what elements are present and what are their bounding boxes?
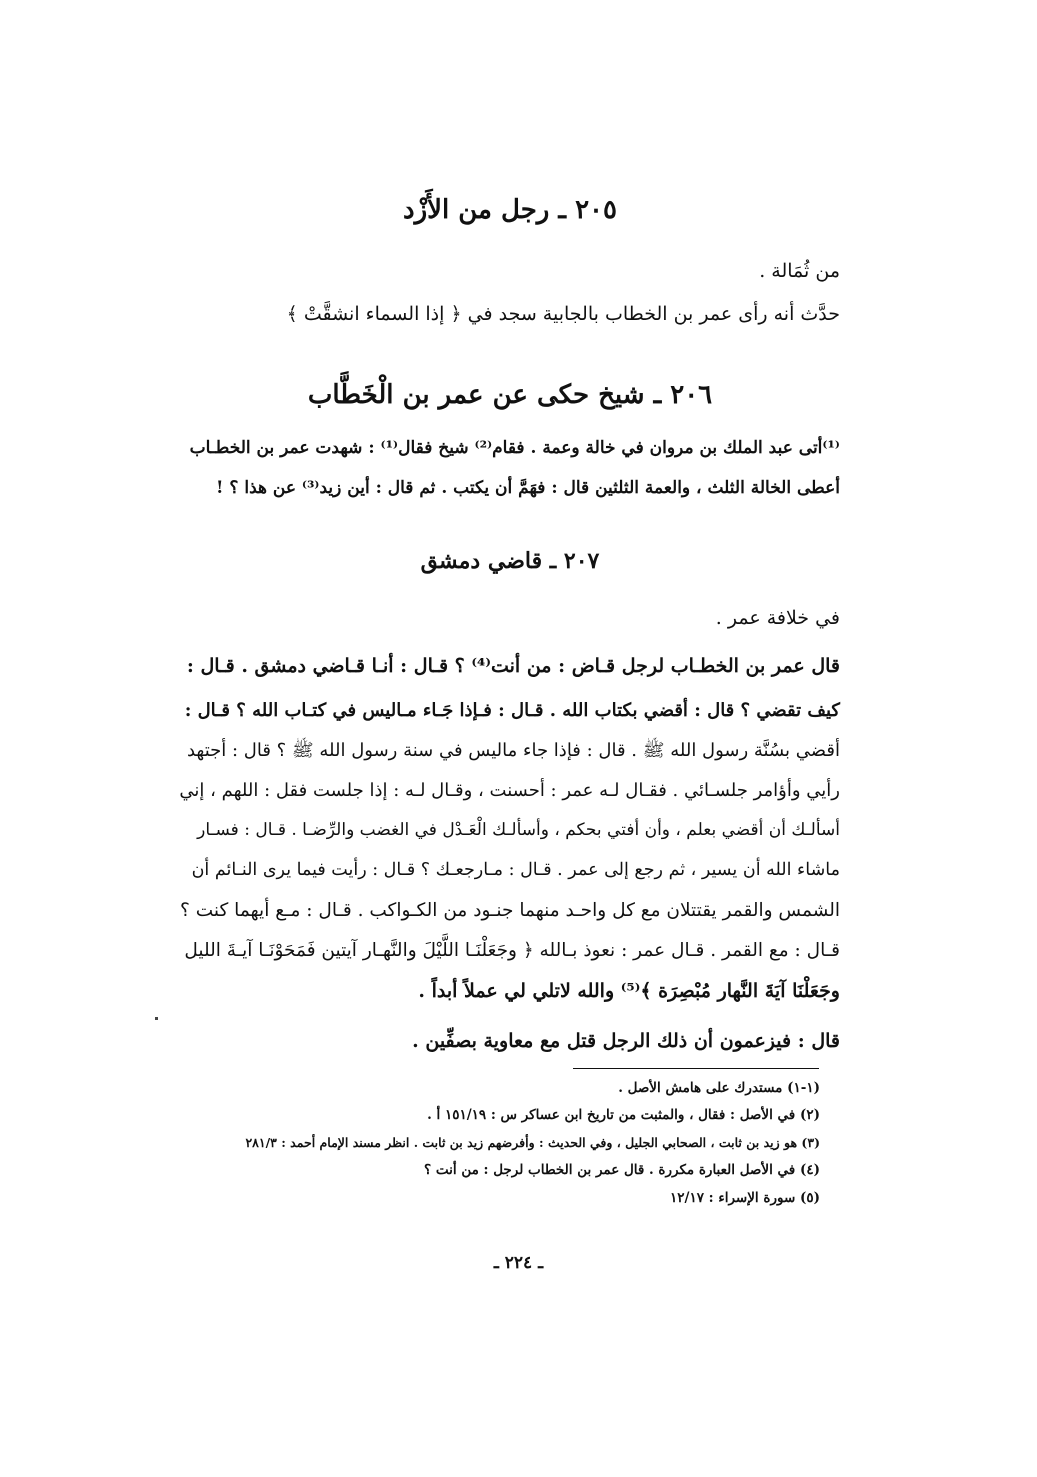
section-heading-206: ٢٠٦ ـ شيخ حكى عن عمر بن الْخَطَّاب [307,380,713,410]
section-207-line-5: رأيي وأؤامر جلسـائي . فقـال لـه عمر : أحسنت ، وقـال لـه : إذا جلست فقل : اللهم ، إني [179,780,840,801]
section-207-line-2: قال عمر بن الخطـاب لرجل قـاض : من أنت⁽⁴⁾ ؟ قـال : أنـا قـاضي دمشق . قـال : [186,655,840,677]
section-207-line-11: قال : فيزعمون أن ذلك الرجل قتل مع معاوية بصفِّين . [412,1030,840,1052]
section-207-line-8: الشمس والقمر يقتتلان مع كل واحـد منهما جنـود من الكـواكب . قـال : مـع أيهما كنت ؟ [180,900,840,921]
section-207-line-1: في خلافة عمر . [715,607,840,629]
section-207-line-4: أقضي بسُنَّة رسول الله ﷺ . قال : فإذا جاء ماليس في سنة رسول الله ﷺ ؟ قال : أجتهد [186,740,840,761]
section-heading-207: ٢٠٧ ـ قاضي دمشق [420,548,600,574]
section-207-line-10: وجَعَلْنَا آيَةَ النَّهار مُبْصِرَة ﴾⁽⁵⁾ والله لاتلي لي عملاً أبداً . [418,980,840,1002]
section-205-line-1: من ثُمَالة . [759,260,840,282]
page-number: ـ ٢٢٤ ـ [493,1253,544,1273]
section-207-line-6: أسألـك أن أقضي بعلم ، وأن أفتي بحكم ، وأسألـك الْعَـدْل في الغضب والرِّضـا . قـال : فسـار [197,820,840,840]
section-207-line-7: ماشاء الله أن يسير ، ثم رجع إلى عمر . قـال : مـارجعـك ؟ قـال : رأيت فيما يرى النـائم أن [191,860,840,880]
footnote-4: (٤) في الأصل العبارة مكررة . قال عمر بن الخطاب لرجل : من أنت ؟ [423,1162,820,1178]
section-heading-205: ٢٠٥ ـ رجل من الأَزْد [403,195,617,225]
section-206-line-2: أعطى الخالة الثلث ، والعمة الثلثين قال : فهَمَّ أن يكتب . ثم قال : أين زيد⁽³⁾ عن هذا ؟ ! [216,478,840,498]
section-205-line-2: حدَّث أنه رأى عمر بن الخطاب بالجابية سجد في ﴿ إذا السماء انشقَّتْ ﴾ [286,303,840,325]
section-207-line-3: كيف تقضي ؟ قال : أقضي بكتاب الله . قـال : فـإذا جَـاء مـاليس في كتـاب الله ؟ قـال : [184,700,840,721]
section-207-line-9: قـال : مع القمر . قـال عمر : نعوذ بـالله ﴿ وجَعَلْنَـا اللَّيْلَ والنَّهـار آيتين فَمَحَوْنَـا آيـةَ الليل [184,940,840,961]
footnote-5: (٥) سورة الإسراء : ١٢/١٧ [670,1190,820,1206]
footnote-separator [573,1068,819,1069]
footnote-3: (٣) هو زيد بن ثابت ، الصحابي الجليل ، وفي الحديث : وأفرضهم زيد بن ثابت . انظر مسند الإمام أحمد : ٢٨١/٣ [245,1135,820,1150]
footnote-1: (١-١) مستدرك على هامش الأصل . [618,1080,820,1096]
section-206-line-1: ⁽¹⁾أتى عبد الملك بن مروان في خالة وعمة . فقام⁽²⁾ شيخ فقال⁽¹⁾ : شهدت عمر بن الخطـاب [189,438,840,458]
scan-speck [155,1017,158,1020]
footnote-2: (٢) في الأصل : فقال ، والمثبت من تاريخ ابن عساكر س : ١٥١/١٩ أ . [427,1107,820,1123]
